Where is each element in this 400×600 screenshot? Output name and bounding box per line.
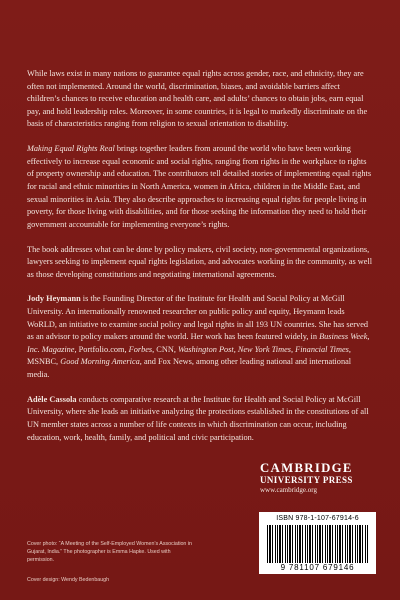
blurb-paragraph-audience: The book addresses what can be done by policy makers, civil society, non-governmental organizations, lawyers seeking to implement equal rights legislation, and advocates working in the community, as well as those developing constitutions and negotiating international agreements. (27, 244, 373, 279)
author-name-cassola: Adèle Cassola (27, 394, 77, 404)
media-outlet: Forbes (128, 344, 153, 354)
media-outlet: Good Morning America (60, 357, 140, 367)
book-title: Making Equal Rights Real (27, 144, 115, 154)
cover-photo-credit: Cover photo: “A Meeting of the Self-Employed Women’s Association in Gujarat, India.” The photographer is Emma Hapke. Used with permission. (27, 541, 192, 564)
author-bio-heymann (27, 293, 373, 381)
author-bio-cassola (27, 394, 373, 444)
bio-heymann-text-b: , Portfolio.com, (74, 344, 129, 354)
blurb-paragraph-book-text: brings together leaders from around the world who have been working effectively to increase equal economic and social rights, ranging from rights in the workplace to rights of property ownership and education. The contributors tell detailed stories of implementing equal rights for racial and ethnic minorities in North America, women in Africa, children in the Middle East, and sexual minorities in Asia. They also describe approaches to increasing equal rights for people living in poverty, for those living with disabilities, and for those seeking the information they need to hold their government accountable for implementing everyone’s rights. (27, 144, 372, 229)
barcode-bars (267, 525, 368, 563)
bio-heymann-text-d: , MSNBC, (27, 344, 351, 367)
blurb-paragraph-book (27, 143, 373, 231)
isbn-barcode (259, 512, 376, 574)
media-outlet: Business Week, Inc. Magazine (27, 332, 370, 354)
blurb-paragraph-intro: While laws exist in many nations to guarantee equal rights across gender, race, and ethnicity, they are often not implemented. Around the world, discrimination, biases, and avoidable barriers affect children’s chances to receive education and health care, and adults’ chances to obtain jobs, earn equal pay, and hold leadership roles. Moreover, in some countries, it is legal to markedly discriminate on the basis of characteristics ranging from religion to sexual orientation to disability. (27, 69, 368, 129)
bio-heymann-text-e: , and Fox News, among other leading national and international media. (27, 357, 352, 380)
back-cover-blurb (27, 68, 373, 456)
bio-heymann-text-a: is the Founding Director of the Institute for Health and Social Policy at McGill University. An internationally renowned researcher on public policy and equity, Heymann leads WoRLD, an initiative to examine social policy and legal rights in all 193 UN countries. She has served as an advisor to policy makers around the world. Her work has been featured widely, in (27, 294, 369, 342)
bio-heymann-text-c: , CNN, (152, 344, 178, 354)
media-outlet: Washington Post, New York Times, Financial Times (177, 344, 349, 354)
publisher-name: CAMBRIDGE (260, 461, 353, 475)
author-name-heymann: Jody Heymann (27, 294, 81, 304)
publisher-subtitle: UNIVERSITY PRESS (260, 475, 353, 485)
barcode-number: 9 781107 679146 (280, 563, 355, 572)
publisher-url: www.cambridge.org (260, 486, 317, 494)
bio-cassola-text: conducts comparative research at the Institute for Health and Social Policy at McGill University, where she leads an initiative analyzing the protections established in the constitutions of all UN member states across a number of life contexts in which discrimination can occur, including education, work, health, family, and political and civic participation. (27, 394, 369, 442)
isbn-label: ISBN 978-1-107-67914-6 (276, 515, 359, 522)
cover-design-credit: Cover design: Wendy Bedenbaugh (27, 577, 110, 583)
publisher-logo (260, 462, 380, 495)
